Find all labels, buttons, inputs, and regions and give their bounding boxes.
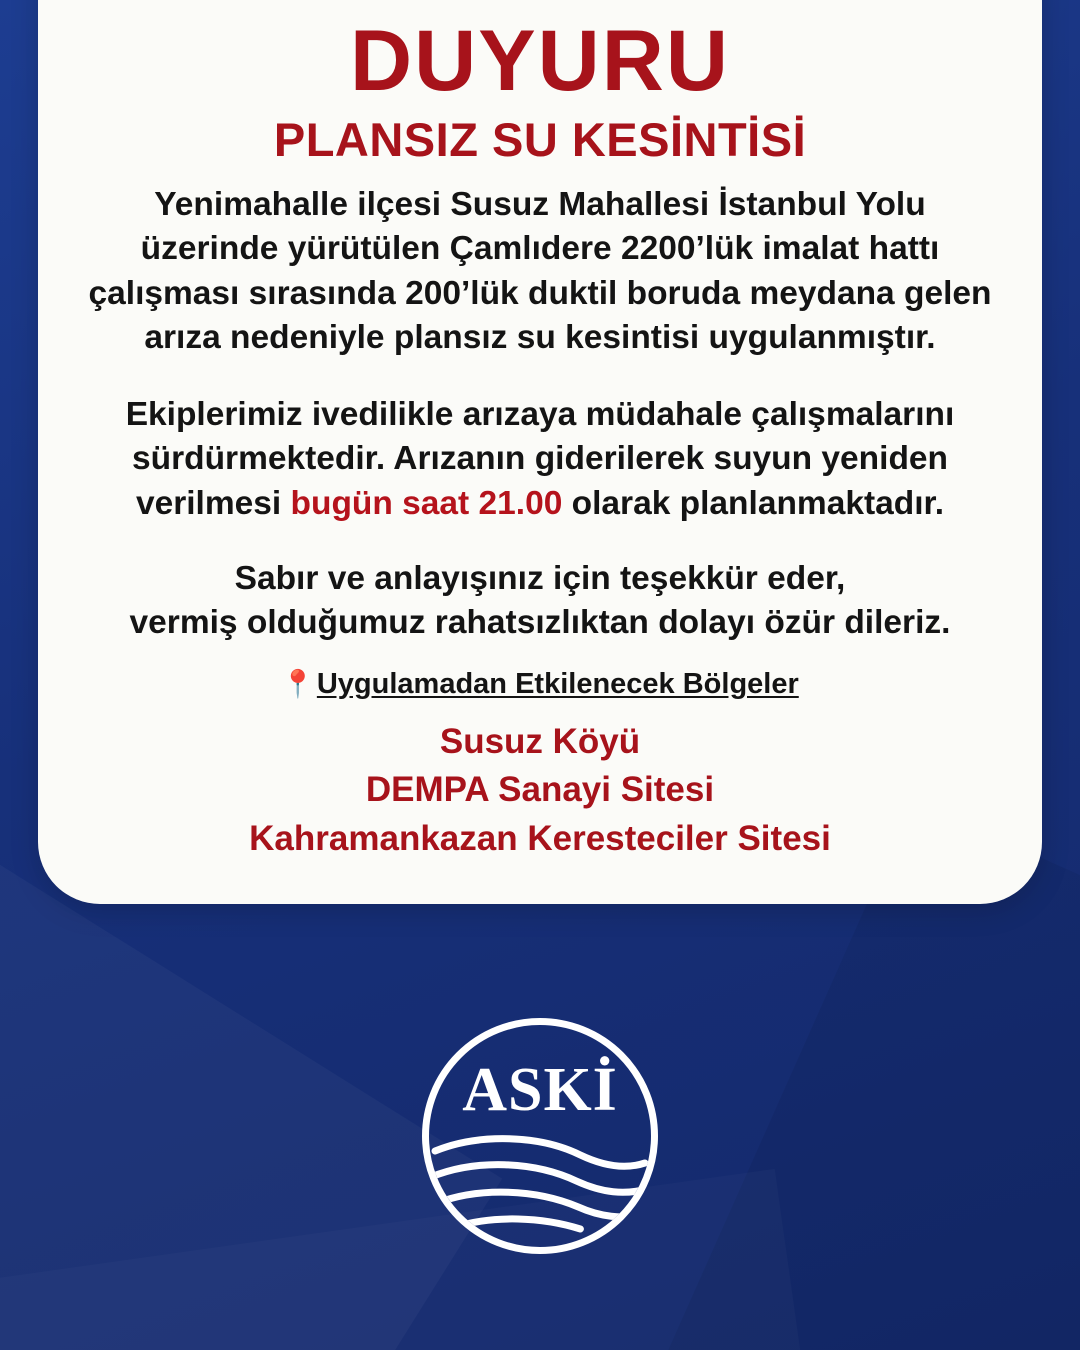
paragraph-apology [84, 557, 996, 646]
repair-time-highlight: bugün saat 21.00 [290, 485, 563, 522]
affected-regions-heading [84, 668, 996, 701]
list-item: Susuz Köyü [439, 721, 641, 761]
logo-wordmark: ASKİ [462, 1056, 618, 1124]
affected-regions-list [84, 719, 996, 863]
page-title: DUYURU [350, 13, 730, 109]
wave-icon [429, 1129, 651, 1241]
list-item: DEMPA Sanayi Sitesi [365, 770, 715, 810]
page-subtitle: PLANSIZ SU KESİNTİSİ [273, 112, 807, 166]
apology-line-2: vermiş olduğumuz rahatsızlıktan dolayı özür dileriz. [129, 604, 951, 642]
aski-logo [422, 1018, 658, 1254]
repair-text-before: Ekiplerimiz ivedilikle arızaya müdahale çalışmalarını sürdürmektedir. Arızanın giderilerek suyun yeniden verilmesi [125, 395, 955, 522]
location-pin-icon: 📍 [281, 668, 315, 699]
apology-line-1: Sabır ve anlayışınız için teşekkür eder, [234, 559, 846, 597]
affected-regions-label: Uygulamadan Etkilenecek Bölgeler [316, 667, 799, 700]
announcement-card [38, 0, 1042, 904]
paragraph-incident: Yenimahalle ilçesi Susuz Mahallesi İstanbul Yolu üzerinde yürütülen Çamlıdere 2200’lük imalat hattı çalışması sırasında 200’lük duktil boruda meydana gelen arıza nedeniyle plansız su kesintisi uygulanmıştır. [88, 185, 992, 357]
paragraph-repair [84, 393, 996, 527]
list-item: Kahramankazan Keresteciler Sitesi [249, 818, 831, 858]
repair-text-after: olarak planlanmaktadır. [562, 485, 945, 522]
logo-container [0, 1018, 1080, 1254]
